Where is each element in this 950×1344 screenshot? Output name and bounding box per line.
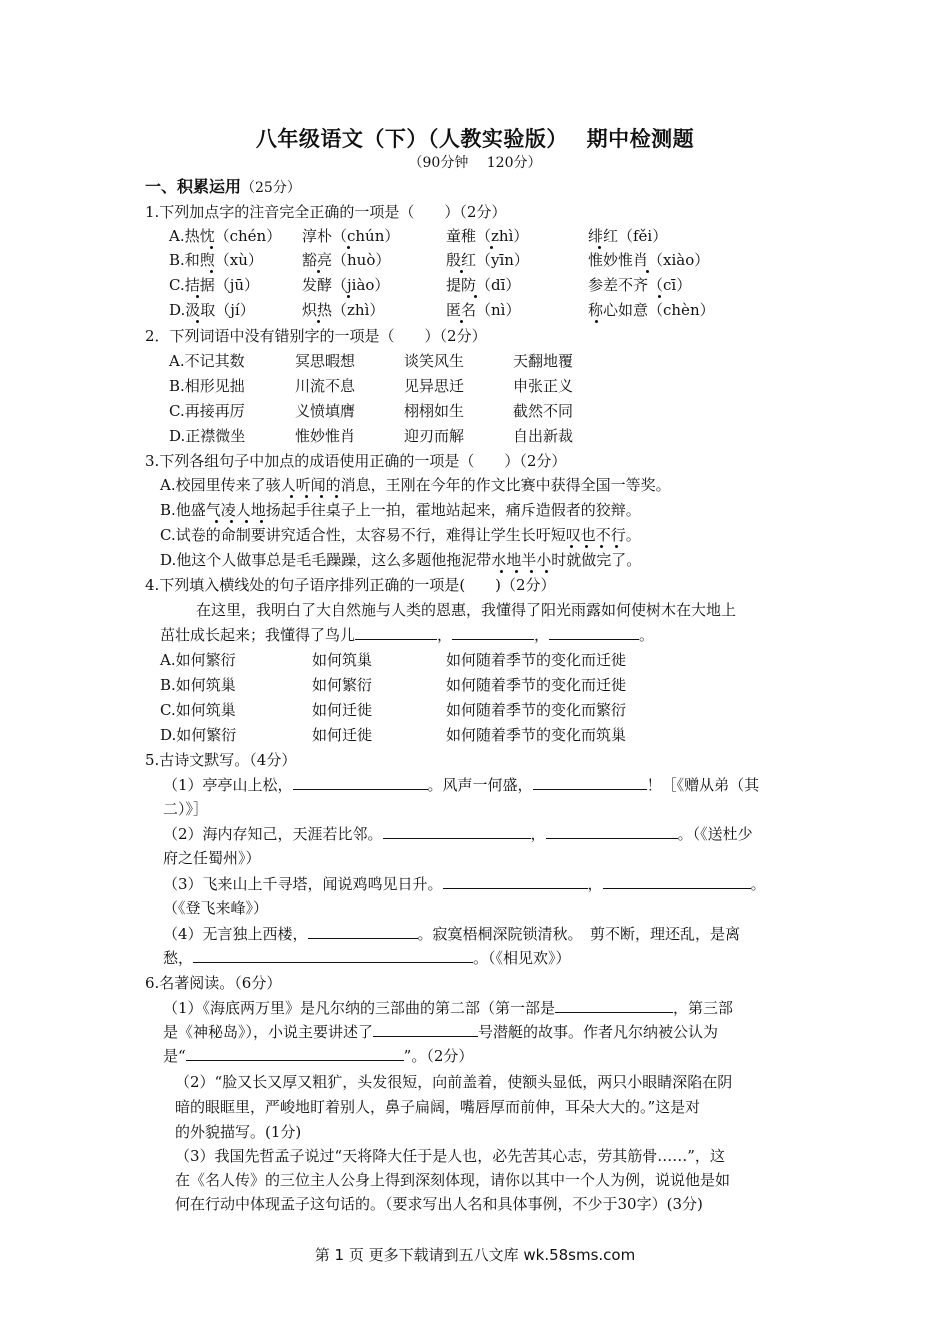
q1-d-4: 称心如意（chèn） [588, 301, 715, 319]
q4-blank-1[interactable] [355, 625, 437, 640]
emphasis-dot [210, 270, 213, 273]
q6-p2-line1: （2）“脸又长又厚又粗犷，头发很短，向前盖着，使额头显低，两只小眼睛深陷在阴 [175, 1073, 733, 1091]
emphasis-dot [305, 495, 308, 498]
q5-text: ！［《赠从弟（其 [646, 776, 760, 794]
q5-text: （1）亭亭山上松， [163, 776, 293, 794]
emphasis-dot [460, 270, 463, 273]
q4-a-1: A.如何繁衍 [160, 651, 236, 669]
q4-c-2: 如何迁徙 [312, 701, 373, 719]
q4-b-1: B.如何筑巢 [160, 676, 236, 694]
q6-p2-line2: 暗的眼眶里，严峻地盯着别人，鼻子扁阔，嘴唇厚而前伸，耳朵大大的。”这是对 [175, 1098, 701, 1116]
emphasis-dot [260, 520, 263, 523]
emphasis-dot [500, 570, 503, 573]
emphasis-dot [595, 320, 598, 323]
q1-d-1: D.汲取（jí） [169, 301, 255, 319]
q5-text: 。 [750, 875, 766, 893]
q5-line3-cont: （《登飞来峰》） [163, 899, 269, 917]
emphasis-dot [230, 520, 233, 523]
q6-text: ，第三部 [673, 999, 734, 1017]
q1-c-4: 参差不齐（cī） [588, 276, 692, 294]
q5-blank[interactable] [443, 874, 588, 889]
q6-blank[interactable] [186, 1046, 404, 1061]
emphasis-dot [545, 570, 548, 573]
q5-text: 。寂寞梧桐深院锁清秋。 剪不断，理还乱，是离 [417, 925, 741, 943]
q5-blank[interactable] [383, 824, 531, 839]
q4-d-1: D.如何繁衍 [160, 726, 237, 744]
q1-a-3: 童稚（zhì） [446, 227, 529, 245]
q6-blank[interactable] [555, 998, 673, 1013]
q5-text: 。（《相见欢》） [473, 949, 571, 967]
q5-text: ， [587, 875, 603, 893]
q2-d-1: D.正襟微坐 [169, 427, 246, 445]
q4-a-3: 如何随着季节的变化而迁徙 [446, 651, 627, 669]
section-heading [145, 177, 301, 198]
q2-c-3: 栩栩如生 [404, 402, 465, 420]
q4-row-a [160, 650, 880, 670]
q1-row-b [169, 250, 889, 270]
q5-blank[interactable] [293, 775, 428, 790]
q2-b-3: 见异思迁 [404, 377, 465, 395]
q2-c-1: C.再接再厉 [169, 402, 245, 420]
q2-c-4: 截然不同 [513, 402, 574, 420]
q5-text: 愁， [163, 949, 194, 967]
section-title: 一、积累运用 [145, 177, 242, 196]
emphasis-dot [515, 570, 518, 573]
q4-comma: ， [437, 626, 453, 644]
q1-d-2: 炽热（zhì） [302, 301, 385, 319]
q5-line4 [163, 924, 740, 944]
q5-blank[interactable] [603, 874, 751, 889]
q5-text: （4）无言独上西楼， [163, 925, 308, 943]
q2-b-1: B.相形见拙 [169, 377, 245, 395]
emphasis-dot [615, 545, 618, 548]
q1-b-4: 惟妙惟肖（xiào） [588, 251, 710, 269]
q1-c-1: C.拮据（jū） [169, 276, 260, 294]
q2-row-b [169, 376, 889, 396]
q5-line1-cont: 二）》］ [163, 800, 209, 818]
q6-p3-line1: （3）我国先哲孟子说过“天将降大任于是人也，必先苦其心志，劳其筋骨……”，这 [175, 1147, 725, 1165]
q6-text: 号潜艇的故事。作者凡尔纳被公认为 [478, 1023, 719, 1041]
q1-b-3: 殷红（yīn） [446, 251, 529, 269]
q1-a-2: 淳朴（chún） [302, 227, 400, 245]
page-subtitle: （90分钟 120分） [408, 155, 542, 171]
emphasis-dot [570, 545, 573, 548]
q4-passage-text: 茁壮成长起来；我懂得了鸟儿 [160, 626, 356, 644]
q4-row-b [160, 675, 880, 695]
q1-row-c [169, 275, 889, 295]
q2-d-4: 自出新裁 [513, 427, 574, 445]
q1-c-2: 发酵（jiào） [302, 276, 390, 294]
q5-blank[interactable] [546, 824, 678, 839]
q2-d-3: 迎刃而解 [404, 427, 465, 445]
q2-a-2: 冥思暇想 [295, 352, 356, 370]
q5-line3 [163, 874, 766, 894]
q1-a-1: A.热忱（chén） [169, 227, 282, 245]
emphasis-dot [600, 545, 603, 548]
q1-d-3: 匿名（nì） [446, 301, 521, 319]
section-score: （25分） [241, 180, 301, 196]
emphasis-dot [460, 320, 463, 323]
q2-row-d [169, 426, 889, 446]
q4-blank-3[interactable] [549, 625, 639, 640]
q3-option-a: A.校园里传来了骇人听闻的消息，王刚在今年的作文比赛中获得全国一等奖。 [160, 476, 671, 494]
emphasis-dot [585, 545, 588, 548]
q2-row-c [169, 401, 889, 421]
q6-text: 是“ [163, 1047, 186, 1065]
q6-p3-line3: 何在行动中体现孟子这句话的。（要求写出人名和具体事例，不少于30字）(3分) [175, 1195, 703, 1213]
q5-text: 。（《送杜少 [677, 825, 753, 843]
q5-text: （3）飞来山上千寻塔，闻说鸡鸣见日升。 [163, 875, 443, 893]
q5-line4-cont [163, 948, 571, 968]
emphasis-dot [196, 295, 199, 298]
q4-d-3: 如何随着季节的变化而筑巢 [446, 726, 627, 744]
q1-row-a [169, 226, 889, 246]
emphasis-dot [658, 295, 661, 298]
q1-c-3: 提防（dī） [446, 276, 521, 294]
emphasis-dot [335, 495, 338, 498]
page-footer[interactable]: 第 1 页 更多下载请到五八文库 wk.58sms.com [314, 1246, 636, 1264]
q2-a-3: 谈笑风生 [404, 352, 465, 370]
emphasis-dot [320, 495, 323, 498]
q5-line2 [163, 824, 753, 844]
emphasis-dot [347, 295, 350, 298]
emphasis-dot [317, 320, 320, 323]
q2-b-4: 申张正义 [513, 377, 574, 395]
q6-p1-line2 [163, 1022, 718, 1042]
emphasis-dot [210, 246, 213, 249]
q4-row-d [160, 725, 880, 745]
q6-text: ”。（2分） [403, 1047, 474, 1065]
emphasis-dot [598, 246, 601, 249]
emphasis-dot [490, 246, 493, 249]
emphasis-dot [347, 246, 350, 249]
emphasis-dot [530, 570, 533, 573]
q4-a-2: 如何筑巢 [312, 651, 373, 669]
emphasis-dot [245, 520, 248, 523]
q4-b-3: 如何随着季节的变化而迁徙 [446, 676, 627, 694]
q6-p1-line3 [163, 1046, 473, 1066]
q2-stem: 2．下列词语中没有错别字的一项是（ ）（2分） [145, 327, 487, 345]
page-title: 八年级语文（下）（人教实验版） 期中检测题 [255, 127, 695, 151]
q4-period: 。 [639, 626, 655, 644]
q2-b-2: 川流不息 [295, 377, 356, 395]
emphasis-dot [196, 320, 199, 323]
q4-d-2: 如何迁徙 [312, 726, 373, 744]
q3-option-b: B.他盛气凌人地扬起手往桌子上一拍，霍地站起来，痛斥造假者的狡辩。 [160, 501, 641, 519]
q2-a-4: 天翻地覆 [513, 352, 574, 370]
q2-a-1: A.不记其数 [169, 352, 245, 370]
q5-blank[interactable] [308, 924, 418, 939]
q2-d-2: 惟妙惟肖 [295, 427, 356, 445]
q6-p3-line2: 在《名人传》的三位主人公身上得到深刻体现，请你以其中一个人为例，说说他是如 [175, 1171, 731, 1189]
q4-stem: 4.下列填入横线处的句子语序排列正确的一项是( )（2分） [145, 576, 556, 594]
q4-c-1: C.如何筑巢 [160, 701, 236, 719]
q5-blank[interactable] [533, 775, 647, 790]
q3-option-c: C.试卷的命制要讲究适合性，太容易不行，难得让学生长吁短叹也不行。 [160, 526, 641, 544]
emphasis-dot [646, 270, 649, 273]
q6-text: （1）《海底两万里》是凡尔纳的三部曲的第二部（第一部是 [163, 999, 556, 1017]
q5-blank[interactable] [193, 948, 473, 963]
q1-b-1: B.和煦（xù） [169, 251, 263, 269]
emphasis-dot [317, 270, 320, 273]
q6-blank[interactable] [373, 1022, 478, 1037]
q6-p2-line3: 的外貌描写。(1分) [175, 1123, 302, 1141]
q1-a-4: 绯红（fěi） [588, 227, 668, 245]
q4-passage-line1: 在这里，我明白了大自然施与人类的恩惠，我懂得了阳光雨露如何使树木在大地上 [196, 601, 737, 619]
emphasis-dot [474, 295, 477, 298]
q6-p1-line1 [163, 998, 733, 1018]
q5-stem: 5.古诗文默写。（4分） [145, 751, 297, 769]
q4-comma: ， [534, 626, 550, 644]
q5-text: （2）海内存知己，天涯若比邻。 [163, 825, 383, 843]
q1-row-d [169, 300, 889, 320]
q2-c-2: 义愤填膺 [295, 402, 356, 420]
q5-line2-cont: 府之任蜀州》） [163, 849, 261, 867]
emphasis-dot [290, 495, 293, 498]
q1-b-2: 豁亮（huò） [302, 251, 391, 269]
q3-stem: 3.下列各组句子中加点的成语使用正确的一项是（ ）（2分） [145, 452, 567, 470]
q4-b-2: 如何繁衍 [312, 676, 373, 694]
q4-row-c [160, 700, 880, 720]
q5-text: ， [530, 825, 546, 843]
q6-stem: 6.名著阅读。（6分） [145, 974, 282, 992]
q5-text: 。风声一何盛， [427, 776, 533, 794]
q1-stem: 1.下列加点字的注音完全正确的一项是（ ）（2分） [145, 203, 507, 221]
q4-passage-line2 [160, 625, 654, 645]
q4-blank-2[interactable] [452, 625, 534, 640]
q5-line1 [163, 775, 759, 795]
q6-text: 是《神秘岛》），小说主要讲述了 [163, 1023, 374, 1041]
q4-c-3: 如何随着季节的变化而繁衍 [446, 701, 627, 719]
q2-row-a [169, 351, 889, 371]
emphasis-dot [215, 520, 218, 523]
q3-option-d: D.他这个人做事总是毛毛躁躁，这么多题他拖泥带水地半小时就做完了。 [160, 551, 642, 569]
